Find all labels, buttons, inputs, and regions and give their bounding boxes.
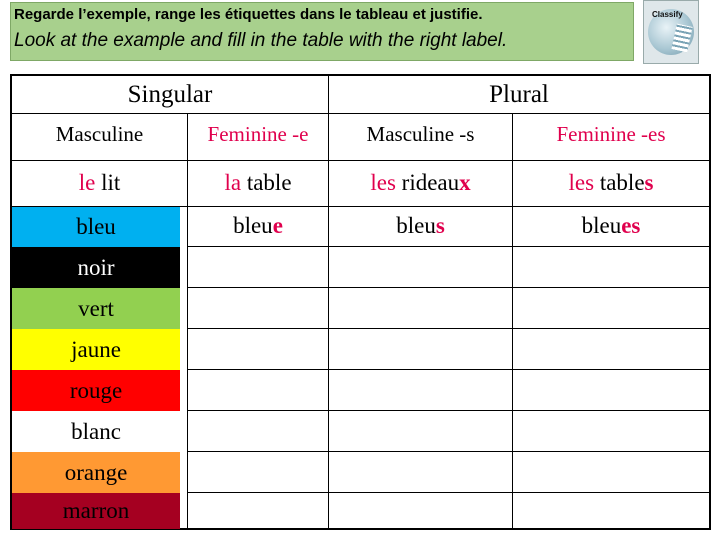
adjective-fem-plur: bleues [581, 213, 641, 238]
rule-row-2 [187, 287, 709, 288]
rule-row-1 [187, 246, 709, 247]
classify-label: Classify [652, 10, 683, 19]
label-jaune[interactable]: jaune [12, 329, 180, 370]
grammar-table [10, 74, 711, 530]
column-header-feminine-e: Feminine -e [207, 122, 309, 146]
adjective-fem-sing: bleue [233, 213, 283, 238]
color-label-column [12, 207, 187, 528]
rule-row-3 [187, 328, 709, 329]
rule-row-7 [187, 492, 709, 493]
adjective-masc-plur: bleus [396, 213, 445, 238]
rule-row-6 [187, 451, 709, 452]
label-noir[interactable]: noir [12, 247, 180, 288]
example-fem-sing: la table [224, 170, 292, 195]
rule-row-4 [187, 369, 709, 370]
rule-row-5 [187, 410, 709, 411]
column-header-masculine-s: Masculine -s [366, 122, 475, 146]
classify-badge [643, 0, 699, 64]
group-header-plural: Plural [489, 81, 549, 108]
example-masc-sing: le lit [78, 170, 121, 195]
instruction-french: Regarde l’exemple, range les étiquettes dans le tableau et justifie. [14, 6, 483, 23]
label-bleu[interactable]: bleu [12, 207, 180, 247]
instruction-banner [10, 2, 634, 61]
group-header-singular: Singular [127, 81, 213, 108]
label-rouge[interactable]: rouge [12, 370, 180, 411]
column-header-masculine: Masculine [55, 122, 144, 146]
example-fem-plur: les tables [568, 170, 654, 195]
label-marron[interactable]: marron [12, 493, 180, 529]
label-blanc[interactable]: blanc [12, 411, 180, 452]
instruction-english: Look at the example and fill in the table with the right label. [14, 30, 508, 51]
column-header-feminine-es: Feminine -es [556, 122, 666, 146]
label-orange[interactable]: orange [12, 452, 180, 493]
label-vert[interactable]: vert [12, 288, 180, 329]
example-masc-plur: les rideaux [370, 170, 471, 195]
